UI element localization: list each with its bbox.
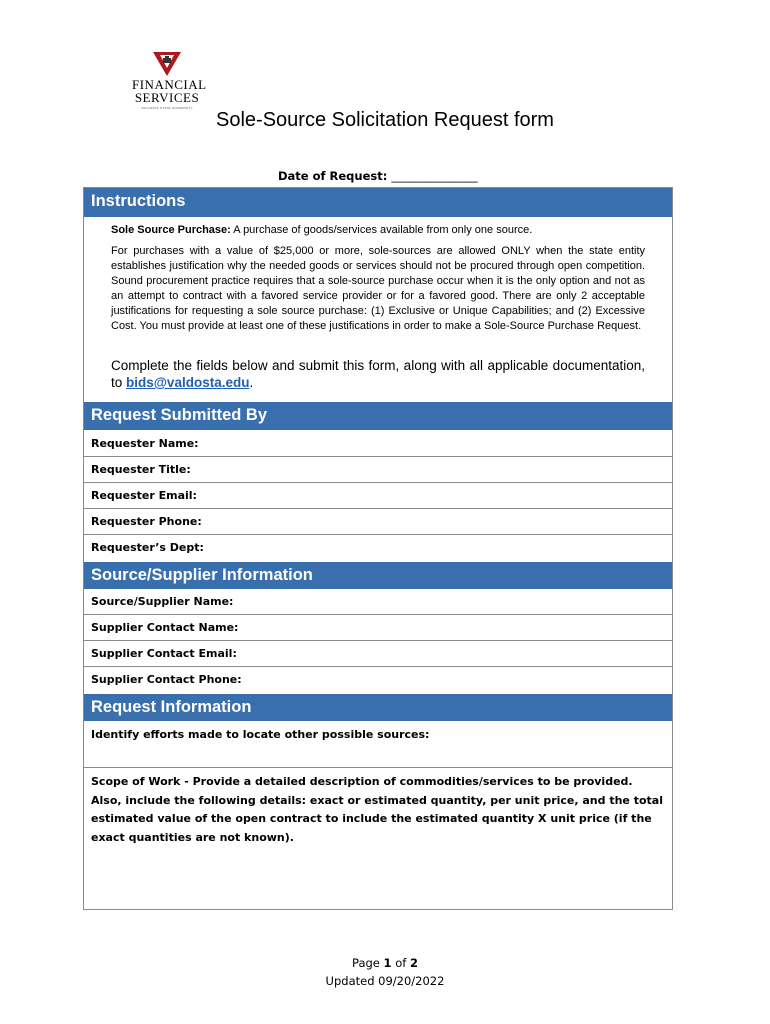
page-footer — [0, 954, 770, 990]
sourcing-efforts-label: Identify efforts made to locate other possible sources: — [91, 728, 430, 741]
supplier-name-field[interactable] — [84, 589, 672, 615]
scope-of-work-field[interactable] — [84, 768, 672, 909]
sole-source-term: Sole Source Purchase: — [111, 224, 231, 236]
requester-title-label: Requester Title: — [91, 463, 191, 476]
supplier-contact-name-field[interactable] — [84, 615, 672, 641]
requester-email-label: Requester Email: — [91, 489, 197, 502]
section-header-instructions: Instructions — [84, 188, 672, 217]
supplier-contact-phone-label: Supplier Contact Phone: — [91, 673, 242, 686]
logo-tagline: VALDOSTA STATE UNIVERSITY — [141, 106, 193, 110]
financial-services-logo — [132, 52, 207, 110]
requester-dept-field[interactable] — [84, 535, 672, 562]
date-of-request-field[interactable]: _______________ — [391, 169, 478, 183]
supplier-contact-phone-field[interactable] — [84, 667, 672, 694]
supplier-contact-name-label: Supplier Contact Name: — [91, 621, 239, 634]
sole-source-form — [83, 187, 673, 910]
section-header-supplier-information: Source/Supplier Information — [84, 562, 672, 589]
requester-name-label: Requester Name: — [91, 437, 199, 450]
instructions-sole-source-definition — [111, 223, 645, 238]
supplier-name-label: Source/Supplier Name: — [91, 595, 234, 608]
requester-phone-label: Requester Phone: — [91, 515, 202, 528]
updated-date: Updated 09/20/2022 — [325, 974, 445, 988]
supplier-contact-email-label: Supplier Contact Email: — [91, 647, 237, 660]
requester-dept-label: Requester’s Dept: — [91, 541, 204, 554]
requester-phone-field[interactable] — [84, 509, 672, 535]
bids-email-link[interactable]: bids@valdosta.edu — [126, 375, 250, 390]
sourcing-efforts-field[interactable] — [84, 721, 672, 768]
instructions-justification-text: For purchases with a value of $25,000 or more, sole-sources are allowed ONLY when the state entity establishes justification why the needed goods or services should not be procured through open competition. Sound procurement practice requires that a sole-source purchase occur when it is the only option and not as an attempt to contract with a favored service provider or for a favored good. There are only 2 acceptable justifications for requesting a sole source purchase: (1) Exclusive or Unique Capabilities; and (2) Excessive Cost. You must provide at least one of these justifications in order to make a Sole-Source Purchase Request. — [111, 245, 645, 332]
supplier-contact-email-field[interactable] — [84, 641, 672, 667]
logo-text-financial: FINANCIAL — [132, 77, 207, 92]
requester-name-field[interactable] — [84, 430, 672, 457]
scope-of-work-label: Scope of Work - Provide a detailed description of commodities/services to be provided. Also, include the following details: exact or estimated quantity, per unit price, and the total estimated value of the open contract to include the estimated quantity X unit price (if the exact quantities are not known). — [91, 775, 663, 844]
section-header-request-submitted-by: Request Submitted By — [84, 402, 672, 430]
requester-email-field[interactable] — [84, 483, 672, 509]
logo-text-services: SERVICES — [134, 90, 200, 105]
page-title: Sole-Source Solicitation Request form — [216, 109, 554, 131]
page-number: Page 1 of 2 — [352, 956, 418, 970]
requester-title-field[interactable] — [84, 457, 672, 483]
section-header-request-information: Request Information — [84, 694, 672, 721]
instructions-submit-text: Complete the fields below and submit this form, along with all applicable documentation, to bids@valdosta.edu. — [111, 358, 645, 390]
sole-source-definition: A purchase of goods/services available from only one source. — [230, 224, 533, 236]
university-crest-icon — [153, 52, 181, 76]
date-of-request — [278, 169, 478, 183]
date-of-request-label: Date of Request: — [278, 169, 388, 183]
